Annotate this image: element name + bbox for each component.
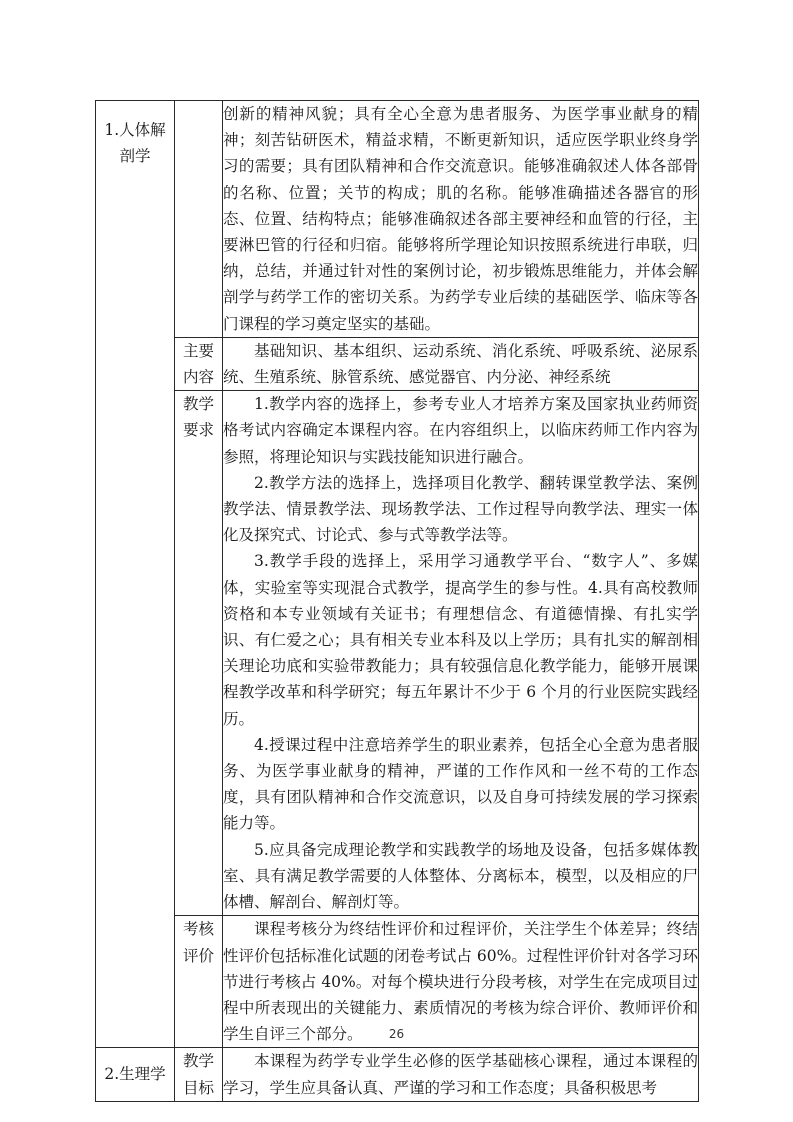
- table-row: [96, 1048, 699, 1101]
- curriculum-table: [95, 100, 699, 1102]
- requirement-item: 2.教学方法的选择上，选择项目化教学、翻转课堂教学法、案例教学法、情景教学法、现场教学法、工作过程导向教学法、理实一体化及探究式、讨论式、参与式等教学法等。: [223, 473, 698, 545]
- requirement-item: 3.教学手段的选择上，采用学习通教学平台、“数字人”、多媒体，实验室等实现混合式教学，提高学生的参与性。4.具有高校教师资格和本专业领域有关证书；有理想信念、有道德情操、有扎实学识、有仁爱之心；具有相关专业本科及以上学历；具有扎实的解剖相关理论功底和实验带教能力；具有较强信息化教学能力，能够开展课程教学改革和科学研究；每五年累计不少于 6 个月的行业医院实践经历。: [223, 552, 698, 728]
- content-label-cell: [175, 337, 223, 390]
- assessment-label: 考核评价: [182, 920, 214, 965]
- objective-text: 创新的精神风貌；具有全心全意为患者服务、为医学事业献身的精神；刻苦钻研医术，精益求精，不断更新知识，适应医学职业终身学习的需要；具有团队精神和合作交流意识。能够准确叙述人体各部骨的名称、位置；关节的构成；肌的名称。能够准确描述各器官的形态、位置、结构特点；能够准确叙述各部主要神经和血管的行径，主要淋巴管的行径和归宿。能够将所学理论知识按照系统进行串联，归纳，总结，并通过针对性的案例讨论，初步锻炼思维能力，并体会解剖学与药学工作的密切关系。为药学专业后续的基础医学、临床等各门课程的学习奠定坚实的基础。: [223, 105, 698, 333]
- table-row: [96, 391, 699, 916]
- objective-label-cell: [175, 101, 223, 338]
- objective-cell: [223, 1048, 699, 1101]
- content-label: 主要内容: [182, 341, 214, 387]
- assessment-text: 课程考核分为终结性评价和过程评价，关注学生个体差异；终结性评价包括标准化试题的闭卷考试占 60%。过程性评价针对各学习环节进行考核占 40%。对每个模块进行分段考核，对学生在完成项目过程中所表现出的关键能力、素质情况的考核为综合评价、教师评价和学生自评三个部分。: [223, 920, 698, 1044]
- requirement-item: 1.教学内容的选择上，参考专业人才培养方案及国家执业药师资格考试内容确定本课程内容。在内容组织上，以临床药师工作内容为参照，将理论知识与实践技能知识进行融合。: [223, 395, 698, 466]
- objective-label: 教学目标: [182, 1052, 214, 1097]
- requirements-label-cell: [175, 391, 223, 916]
- course-name: 1.人体解剖学: [104, 121, 166, 166]
- table-row: [96, 101, 699, 338]
- requirements-cell: [223, 391, 699, 916]
- course-name: 2.生理学: [104, 1065, 166, 1084]
- course-name-cell: [96, 1048, 175, 1101]
- content-cell: [223, 337, 699, 390]
- objective-text: 本课程为药学专业学生必修的医学基础核心课程，通过本课程的学习，学生应具备认真、严谨的学习和工作态度；具备积极思考: [223, 1052, 698, 1097]
- requirement-item: 5.应具备完成理论教学和实践教学的场地及设备，包括多媒体教室、具有满足教学需要的人体整体、分离标本，模型，以及相应的尸体槽、解剖台、解剖灯等。: [223, 840, 698, 912]
- content-text: 基础知识、基本组织、运动系统、消化系统、呼吸系统、泌尿系统、生殖系统、脉管系统、感觉器官、内分泌、神经系统: [223, 341, 698, 387]
- objective-cell: [223, 101, 699, 338]
- page-number: 26: [388, 1027, 405, 1041]
- requirements-label: 教学要求: [182, 395, 214, 440]
- course-name-cell: [96, 101, 175, 1048]
- requirement-item: 4.授课过程中注意培养学生的职业素养，包括全心全意为患者服务、为医学事业献身的精神，严谨的工作作风和一丝不苟的工作态度，具有团队精神和合作交流意识，以及自身可持续发展的学习探索能力等。: [223, 735, 698, 833]
- objective-label-cell: [175, 1048, 223, 1101]
- table-row: [96, 337, 699, 390]
